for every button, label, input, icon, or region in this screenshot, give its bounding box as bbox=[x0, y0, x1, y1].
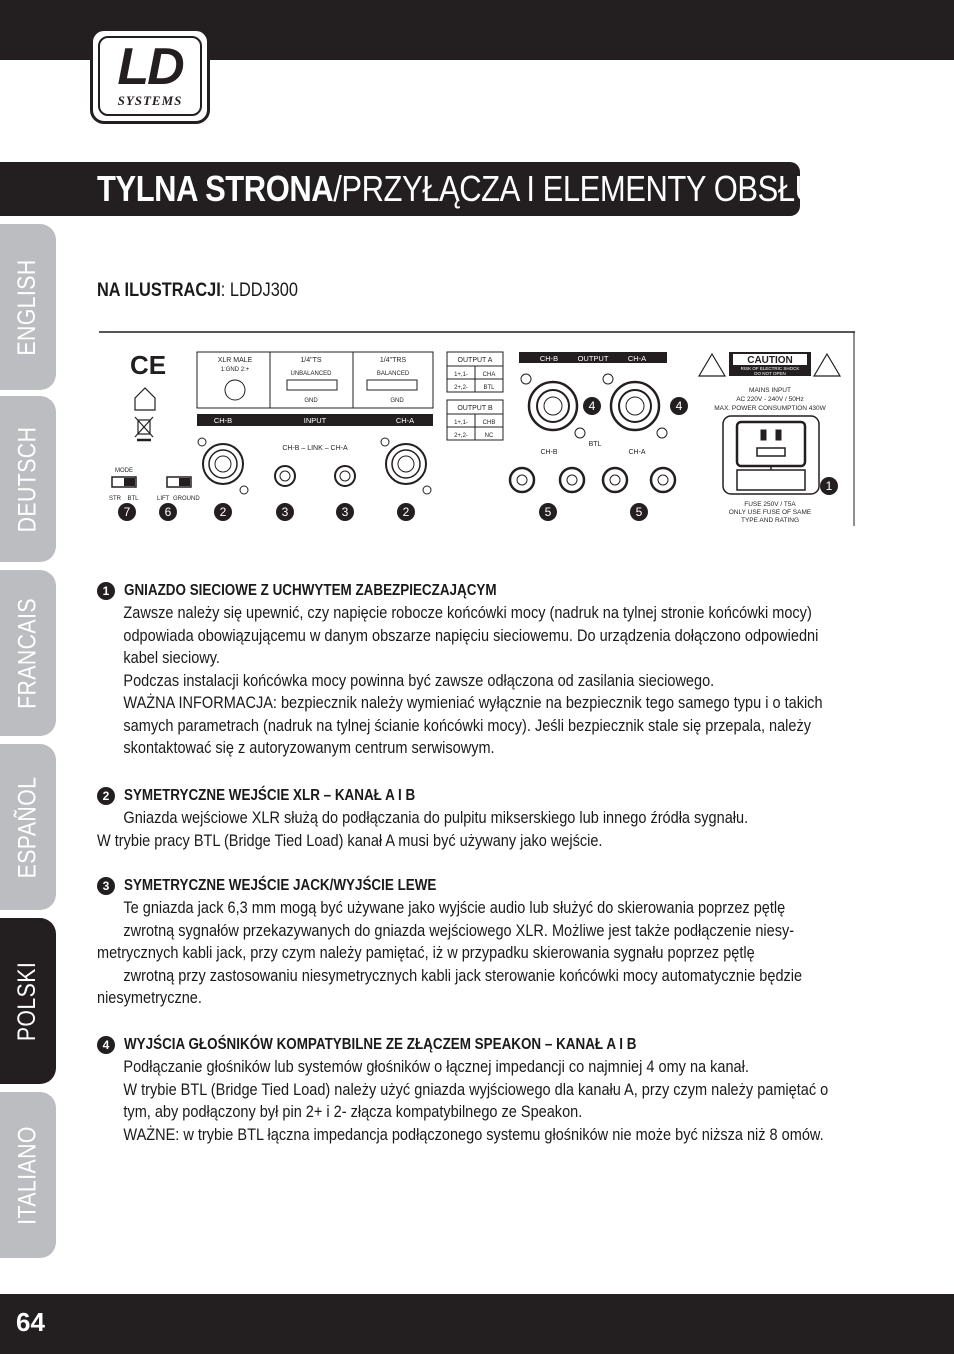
callout-2a-label: 2 bbox=[219, 505, 227, 519]
home-icon bbox=[135, 388, 155, 410]
section-2 bbox=[97, 785, 867, 852]
section-4-line-3: tym, aby podłączony był pin 2+ i 2- złącza kompatybilnego ze Speakon. bbox=[123, 1103, 583, 1121]
logo-sub: SYSTEMS bbox=[117, 93, 183, 108]
section-3-number: 3 bbox=[97, 877, 115, 895]
output-a-row1-pin: 1+,1- bbox=[454, 372, 468, 378]
section-3-line-4: zwrotną przy zastosowaniu niesymetrycznych kabli jack sterowanie końcówki mocy automatycznie będzie bbox=[123, 966, 803, 985]
mains-line3: MAX. POWER CONSUMPTION 430W bbox=[714, 405, 826, 412]
lift-label: LIFT bbox=[157, 496, 170, 502]
section-3-line-2: zwrotną sygnałów przekazywanych do gniazda wejściowego XLR. Możliwe jest także podłączenie niesy- bbox=[123, 921, 795, 940]
section-2-title: SYMETRYCZNE WEJŚCIE XLR – KANAŁ A I B bbox=[124, 787, 416, 804]
output-b-row2-ch: NC bbox=[484, 433, 494, 439]
mode-btl-label: BTL bbox=[127, 496, 139, 502]
tab-espanol-label: ESPAÑOL bbox=[13, 776, 42, 878]
section-1-line-1: Zawsze należy się upewnić, czy napięcie robocze końcówki mocy (nadruk na tylnej stronie końcówki mocy) bbox=[123, 604, 812, 622]
ce-mark: CE bbox=[130, 350, 167, 380]
callout-7-label: 7 bbox=[123, 505, 131, 519]
output-label: OUTPUT bbox=[577, 354, 609, 363]
section-4 bbox=[97, 1034, 867, 1146]
section-3-line-3: metrycznych kabli jack, przy czym należy pamiętać, iż w przypadku skierowania sygnału poprzez pętlę bbox=[97, 944, 755, 962]
ts-gnd-label: GND bbox=[304, 398, 318, 404]
mains-line1: MAINS INPUT bbox=[749, 387, 791, 394]
jack-link-chb bbox=[275, 466, 295, 486]
output-cha-label: CH-A bbox=[627, 354, 647, 363]
section-1-title: GNIAZDO SIECIOWE Z UCHWYTEM ZABEZPIECZAJĄCYM bbox=[124, 582, 497, 599]
section-2-line-2: W trybie pracy BTL (Bridge Tied Load) kanał A musi być używany jako wejście. bbox=[97, 831, 603, 850]
page-title-rest: /PRZYŁĄCZA I ELEMENTY OBSŁUGI: bbox=[333, 168, 857, 209]
section-3-title: SYMETRYCZNE WEJŚCIE JACK/WYJŚCIE LEWE bbox=[124, 877, 437, 894]
output-b-row2-pin: 2+,2- bbox=[454, 433, 468, 439]
callout-1 bbox=[820, 477, 838, 495]
tab-francais[interactable] bbox=[0, 570, 56, 736]
speakon-cha bbox=[603, 374, 667, 438]
callout-1-label: 1 bbox=[825, 479, 833, 493]
unbalanced-label: UNBALANCED bbox=[290, 371, 332, 377]
xlr-male-label: XLR MALE bbox=[217, 357, 253, 364]
section-2-line-1: Gniazda wejściowe XLR służą do podłączania do pulpitu mikserskiego lub innego źródła sygnału. bbox=[123, 809, 749, 827]
callout-4a bbox=[583, 397, 601, 415]
trs-gnd-label: GND bbox=[390, 398, 404, 404]
exclamation-warning-icon bbox=[814, 354, 840, 376]
bottom-bar bbox=[0, 1294, 954, 1354]
output-a-label: OUTPUT A bbox=[457, 357, 493, 364]
illustration-heading bbox=[97, 280, 298, 302]
fuse-line3: TYPE AND RATING bbox=[740, 517, 800, 524]
balanced-label: BALANCED bbox=[376, 371, 410, 377]
callout-4b bbox=[670, 397, 688, 415]
callout-7 bbox=[118, 503, 136, 521]
section-1-line-2: odpowiada obowiązującemu w danym obszarze napięciu sieciowemu. Do urządzenia dołączono odpowiedni bbox=[123, 626, 819, 645]
section-4-number: 4 bbox=[97, 1036, 115, 1054]
section-1-number: 1 bbox=[97, 582, 115, 600]
logo-brand: LD bbox=[117, 38, 183, 96]
section-4-line-1: Podłączanie głośników lub systemów głośników o łącznej impedancji co najmniej 4 omy na kanał. bbox=[123, 1058, 749, 1076]
xlr-pins-label: 1:GND 2:+ bbox=[220, 367, 250, 373]
callout-5b bbox=[630, 503, 648, 521]
page-number: 64 bbox=[16, 1307, 45, 1337]
ts-label: 1/4"TS bbox=[300, 357, 322, 364]
tab-english-label: ENGLISH bbox=[13, 258, 42, 356]
output-b-row1-pin: 1+,1- bbox=[454, 420, 468, 426]
output-a-row2-ch: BTL bbox=[483, 385, 495, 391]
section-3-line-5: niesymetryczne. bbox=[97, 989, 202, 1007]
output-b-row1-ch: CHB bbox=[482, 420, 496, 426]
trs-label: 1/4"TRS bbox=[379, 357, 407, 364]
input-label: INPUT bbox=[303, 416, 327, 425]
section-4-line-2: W trybie BTL (Bridge Tied Load) należy użyć gniazda wyjściowego dla kanału A, przy czym należy pamiętać o bbox=[123, 1080, 829, 1099]
tab-espanol[interactable] bbox=[0, 744, 56, 910]
callout-2b bbox=[397, 503, 415, 521]
page-title-bold: TYLNA STRONA bbox=[97, 168, 334, 209]
tab-polski-label: POLSKI bbox=[13, 961, 42, 1041]
callout-6 bbox=[159, 503, 177, 521]
section-1-line-7: skontaktować się z autoryzowanym centrum serwisowym. bbox=[123, 739, 495, 757]
output-a-row1-ch: CHA bbox=[482, 372, 496, 378]
section-1-line-4: Podczas instalacji końcówka mocy powinna być zawsze odłączona od zasilania sieciowego. bbox=[123, 671, 715, 690]
binding-chb-label: CH-B bbox=[540, 449, 558, 456]
callout-6-label: 6 bbox=[164, 505, 172, 519]
section-1 bbox=[97, 580, 867, 760]
output-a-row2-pin: 2+,2- bbox=[454, 385, 468, 391]
illustration-label: NA ILUSTRACJI bbox=[97, 280, 221, 301]
caution-label: CAUTION bbox=[747, 355, 793, 366]
tab-francais-label: FRANCAIS bbox=[13, 597, 42, 709]
xlr-input-chb bbox=[198, 438, 248, 494]
binding-posts bbox=[510, 468, 675, 492]
mode-str-label: STR bbox=[109, 496, 121, 502]
page-title bbox=[97, 167, 857, 211]
callout-3a bbox=[276, 503, 294, 521]
callout-5a-label: 5 bbox=[544, 505, 552, 519]
callout-4b-label: 4 bbox=[675, 399, 683, 413]
callout-5a bbox=[539, 503, 557, 521]
section-1-line-6: samych parametrach (nadruk na tylnej ścianie końcówki mocy). Jeśli bezpiecznik stale się przepala, należy bbox=[123, 716, 811, 735]
section-2-number: 2 bbox=[97, 787, 115, 805]
caution-sub1: RISK OF ELECTRIC SHOCK bbox=[740, 366, 800, 371]
speakon-chb bbox=[521, 374, 585, 438]
input-cha-label: CH-A bbox=[395, 416, 415, 425]
illustration-model: : LDDJ300 bbox=[220, 280, 298, 301]
btl-symbol-label: BTL bbox=[588, 441, 602, 448]
lightning-warning-icon bbox=[699, 354, 725, 376]
output-b-label: OUTPUT B bbox=[457, 405, 493, 412]
jack-link-cha bbox=[335, 466, 355, 486]
binding-cha-label: CH-A bbox=[628, 449, 646, 456]
iec-power-socket bbox=[723, 416, 819, 494]
callout-2b-label: 2 bbox=[402, 505, 410, 519]
callout-5b-label: 5 bbox=[635, 505, 643, 519]
xlr-input-cha bbox=[381, 438, 431, 494]
mains-line2: AC 220V - 240V / 50Hz bbox=[736, 396, 804, 403]
section-3-line-1: Te gniazda jack 6,3 mm mogą być używane jako wyjście audio lub służyć do skierowania poprzez pętlę bbox=[123, 899, 786, 917]
callout-3b-label: 3 bbox=[341, 505, 349, 519]
tab-polski[interactable] bbox=[0, 918, 56, 1084]
tab-deutsch[interactable] bbox=[0, 396, 56, 562]
section-4-title: WYJŚCIA GŁOŚNIKÓW KOMPATYBILNE ZE ZŁĄCZEM SPEAKON – KANAŁ A I B bbox=[124, 1036, 637, 1053]
input-chb-label: CH-B bbox=[213, 416, 233, 425]
caution-sub2: DO NOT OPEN bbox=[754, 371, 786, 376]
section-4-line-4: WAŻNE: w trybie BTL łączna impedancja podłączonego systemu głośników nie może być niższa niż 8 omów. bbox=[123, 1125, 824, 1144]
link-label: CH-B – LINK – CH-A bbox=[282, 445, 348, 452]
mode-label: MODE bbox=[115, 468, 133, 474]
tab-english[interactable] bbox=[0, 224, 56, 390]
tab-deutsch-label: DEUTSCH bbox=[13, 426, 42, 532]
tab-italiano[interactable] bbox=[0, 1092, 56, 1258]
fuse-line2: ONLY USE FUSE OF SAME bbox=[728, 509, 812, 516]
callout-2a bbox=[214, 503, 232, 521]
tab-italiano-label: ITALIANO bbox=[13, 1125, 42, 1225]
output-chb-label: CH-B bbox=[539, 354, 559, 363]
section-1-line-5: WAŻNA INFORMACJA: bezpiecznik należy wymieniać wyłącznie na bezpiecznik tego samego typu i o takich bbox=[123, 694, 823, 712]
ground-label: GROUND bbox=[173, 496, 200, 502]
section-1-line-3: kabel sieciowy. bbox=[123, 649, 220, 667]
callout-3b bbox=[336, 503, 354, 521]
weee-bin-icon bbox=[135, 417, 153, 440]
rear-panel-diagram bbox=[97, 330, 857, 530]
section-3 bbox=[97, 875, 867, 1010]
callout-4a-label: 4 bbox=[588, 399, 596, 413]
fuse-line1: FUSE 250V / T5A bbox=[744, 501, 796, 508]
ld-systems-logo bbox=[90, 28, 210, 124]
callout-3a-label: 3 bbox=[281, 505, 289, 519]
